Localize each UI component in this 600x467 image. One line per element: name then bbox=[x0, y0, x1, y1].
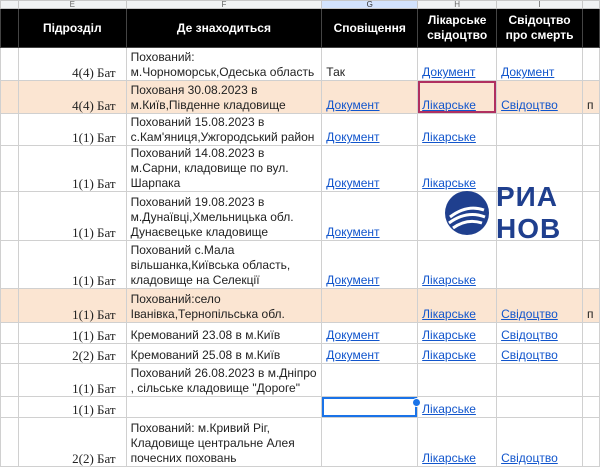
unit-cell[interactable]: 4(4) Бат bbox=[18, 48, 126, 81]
table-row bbox=[1, 114, 600, 146]
unit-cell[interactable]: 1(1) Бат bbox=[18, 397, 126, 418]
location-cell[interactable]: Кремований 23.08 в м.Київ bbox=[126, 323, 322, 344]
column-letters-row bbox=[1, 1, 600, 9]
death-cert-link[interactable]: Свідоцтво bbox=[501, 307, 558, 321]
header-cell-empty[interactable] bbox=[1, 9, 19, 48]
death-cert-link[interactable]: Свідоцтво bbox=[501, 451, 558, 465]
extra-cell[interactable]: п bbox=[582, 81, 599, 114]
notification-cell[interactable] bbox=[322, 418, 418, 467]
watermark-text: РИА НОВ bbox=[496, 181, 562, 244]
location-cell[interactable]: Похований 14.08.2023 в м.Сарни, кладовище по вул. Шарпака bbox=[126, 146, 322, 192]
ria-logo-icon bbox=[444, 190, 490, 236]
notification-link[interactable]: Документ bbox=[326, 328, 380, 342]
unit-cell[interactable]: 2(2) Бат bbox=[18, 418, 126, 467]
location-cell[interactable]: Похований: м.Чорноморськ,Одеська область bbox=[126, 48, 322, 81]
extra-cell[interactable] bbox=[582, 48, 599, 81]
header-medical-certificate[interactable]: Лікарське свідоцтво bbox=[418, 9, 497, 48]
column-header-e[interactable]: E bbox=[18, 1, 126, 9]
death-cert-link[interactable]: Свідоцтво bbox=[501, 328, 558, 342]
selected-cell[interactable] bbox=[322, 397, 418, 418]
medical-link[interactable]: Лікарське bbox=[422, 451, 476, 465]
extra-cell[interactable] bbox=[582, 323, 599, 344]
table-row bbox=[1, 418, 600, 467]
table-row bbox=[1, 323, 600, 344]
location-cell[interactable]: Похований: м.Кривий Ріг, Кладовище центральне Алея почесних поховань bbox=[126, 418, 322, 467]
medical-link[interactable]: Документ bbox=[422, 65, 476, 79]
column-header-h[interactable]: H bbox=[418, 1, 497, 9]
table-row bbox=[1, 364, 600, 397]
selection-fill-handle[interactable] bbox=[412, 398, 421, 407]
unit-cell[interactable]: 1(1) Бат bbox=[18, 146, 126, 192]
location-cell[interactable]: Похованя 30.08.2023 в м.Київ,Південне кладовище bbox=[126, 81, 322, 114]
notification-cell[interactable]: Так bbox=[322, 48, 418, 81]
table-row bbox=[1, 397, 600, 418]
extra-cell[interactable] bbox=[582, 344, 599, 364]
unit-cell[interactable]: 1(1) Бат bbox=[18, 192, 126, 241]
unit-cell[interactable]: 1(1) Бат bbox=[18, 289, 126, 323]
extra-cell[interactable] bbox=[582, 418, 599, 467]
location-cell[interactable]: Похований 19.08.2023 в м.Дунаївці,Хмельницька обл. Дунаєвецьке кладовище bbox=[126, 192, 322, 241]
unit-cell[interactable]: 1(1) Бат bbox=[18, 364, 126, 397]
unit-cell[interactable]: 1(1) Бат bbox=[18, 241, 126, 289]
location-cell[interactable]: Похований 15.08.2023 в с.Кам'яниця,Ужгородський район bbox=[126, 114, 322, 146]
column-header-i[interactable]: I bbox=[497, 1, 583, 9]
medical-link[interactable]: Лікарське bbox=[422, 176, 476, 190]
ria-watermark bbox=[444, 181, 600, 245]
table-row bbox=[1, 81, 600, 114]
death-cert-link[interactable]: Свідоцтво bbox=[501, 98, 558, 112]
unit-cell[interactable]: 1(1) Бат bbox=[18, 114, 126, 146]
medical-link[interactable]: Лікарське bbox=[422, 273, 476, 287]
column-header-j[interactable] bbox=[582, 1, 599, 9]
death-cert-link[interactable]: Документ bbox=[501, 65, 555, 79]
table-header-row bbox=[1, 9, 600, 48]
column-header-d[interactable] bbox=[1, 1, 19, 9]
header-cell-extra[interactable] bbox=[582, 9, 599, 48]
extra-cell[interactable] bbox=[582, 364, 599, 397]
notification-link[interactable]: Документ bbox=[326, 225, 380, 239]
table-row bbox=[1, 289, 600, 323]
notification-link[interactable]: Документ bbox=[326, 130, 380, 144]
notification-link[interactable]: Документ bbox=[326, 348, 380, 362]
location-cell[interactable]: Кремований 25.08 в м.Київ bbox=[126, 344, 322, 364]
extra-cell[interactable] bbox=[582, 114, 599, 146]
table-row bbox=[1, 344, 600, 364]
column-header-g[interactable]: G bbox=[322, 1, 418, 9]
location-cell[interactable] bbox=[126, 397, 322, 418]
extra-cell[interactable] bbox=[582, 241, 599, 289]
header-notification[interactable]: Сповіщення bbox=[322, 9, 418, 48]
header-death-certificate[interactable]: Свідоцтво про смерть bbox=[497, 9, 583, 48]
location-cell[interactable]: Похований:село Іванівка,Тернопільська обл. bbox=[126, 289, 322, 323]
notification-link[interactable]: Документ bbox=[326, 98, 380, 112]
medical-link[interactable]: Лікарське bbox=[422, 130, 476, 144]
location-cell[interactable]: Похований с.Мала вільшанка,Київська область, кладовище на Селекції bbox=[126, 241, 322, 289]
notification-link[interactable]: Документ bbox=[326, 273, 380, 287]
medical-link[interactable]: Лікарське bbox=[422, 402, 476, 416]
unit-cell[interactable]: 1(1) Бат bbox=[18, 323, 126, 344]
unit-cell[interactable]: 2(2) Бат bbox=[18, 344, 126, 364]
unit-cell[interactable]: 4(4) Бат bbox=[18, 81, 126, 114]
location-cell[interactable]: Похований 26.08.2023 в м.Дніпро , сільське кладовище "Дороге" bbox=[126, 364, 322, 397]
extra-cell[interactable]: п bbox=[582, 289, 599, 323]
notification-link[interactable]: Документ bbox=[326, 176, 380, 190]
medical-link[interactable]: Лікарське bbox=[422, 98, 476, 112]
header-unit[interactable]: Підрозділ bbox=[18, 9, 126, 48]
table-row bbox=[1, 241, 600, 289]
medical-link[interactable]: Лікарське bbox=[422, 348, 476, 362]
header-location[interactable]: Де знаходиться bbox=[126, 9, 322, 48]
notification-cell[interactable] bbox=[322, 364, 418, 397]
medical-link[interactable]: Лікарське bbox=[422, 328, 476, 342]
death-cert-link[interactable]: Свідоцтво bbox=[501, 348, 558, 362]
table-row bbox=[1, 48, 600, 81]
column-header-f[interactable]: F bbox=[126, 1, 322, 9]
medical-link[interactable]: Лікарське bbox=[422, 307, 476, 321]
extra-cell[interactable] bbox=[582, 397, 599, 418]
